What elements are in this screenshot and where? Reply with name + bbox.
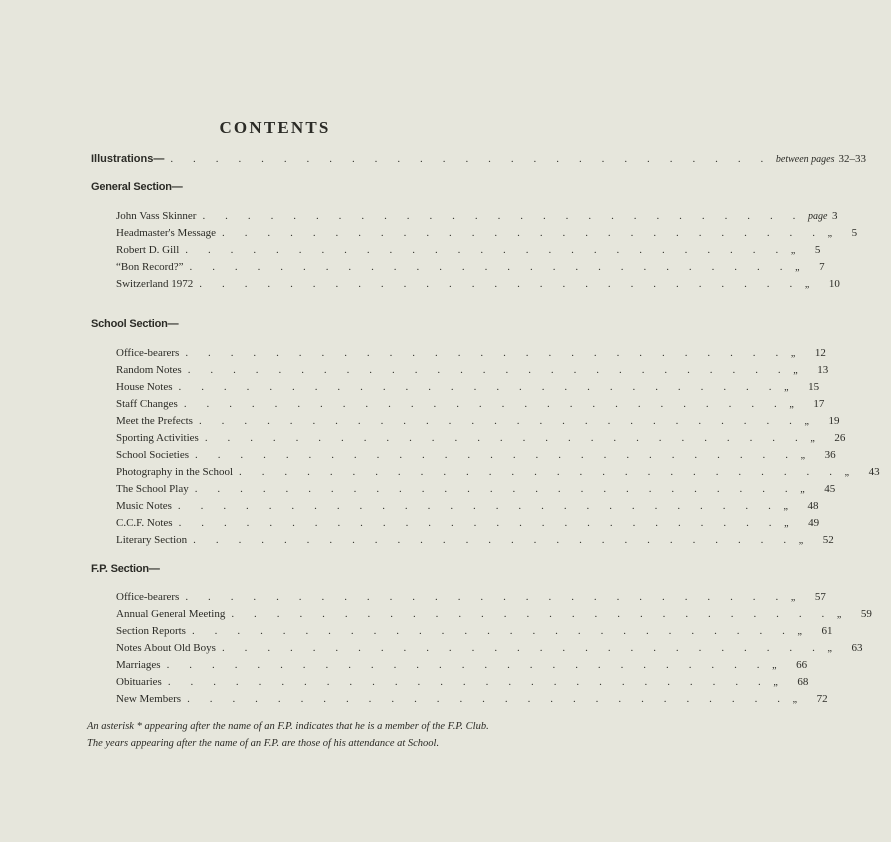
toc-entry-ref: „: [790, 245, 796, 256]
dot-leaders: . . . . . . . . . . . . . . . . . . . . . . . . . . .: [178, 381, 781, 393]
toc-entry-title: Staff Changes: [116, 398, 178, 410]
dot-leaders: . . . . . . . . . . . . . . . . . . . . . . . . . . .: [187, 693, 789, 705]
toc-entry-page: 49: [808, 517, 820, 529]
toc-entry-page: 66: [796, 659, 808, 671]
toc-entry-title: Photography in the School: [116, 466, 234, 478]
section-heading-school: School Section—: [91, 318, 179, 330]
illustrations-row: [91, 153, 866, 165]
toc-entry[interactable]: [116, 591, 826, 603]
toc-entry-ref: „: [783, 501, 788, 512]
toc-entry-title: Section Reports: [116, 625, 186, 637]
dot-leaders: . . . . . . . . . . . . . . . . . . . . . . . . . . .: [178, 517, 781, 529]
dot-leaders: . . . . . . . . . . . . . . . . . . . . . . . . . . .: [239, 466, 841, 478]
toc-entry-page: 48: [807, 500, 819, 512]
toc-entry-ref: „: [804, 279, 810, 290]
toc-entry-ref: „: [827, 228, 833, 239]
toc-entry-ref: „: [827, 643, 832, 654]
toc-entry-page: 17: [813, 398, 825, 410]
dot-leaders: . . . . . . . . . . . . . . . . . . . . . . . . . . .: [231, 608, 833, 620]
dot-leaders: . . . . . . . . . . . . . . . . . . . . . . . . . . .: [187, 364, 790, 376]
toc-entry-ref: „: [795, 262, 800, 273]
toc-entry-ref: „: [798, 535, 804, 546]
toc-entry-title: Office-bearers: [116, 347, 180, 359]
dot-leaders: . . . . . . . . . . . . . . . . . . . . . . . . . . .: [183, 398, 786, 410]
footnote: An asterisk * appearing after the name of an F.P. indicates that he is a member of the F.P. Club. The years appearing after the name of an F.P. are those of his attendance at School.: [87, 721, 489, 749]
toc-entry[interactable]: [116, 364, 829, 376]
toc-entry-page: 57: [814, 591, 826, 603]
toc-entry-title: “Bon Record?”: [116, 261, 184, 273]
toc-entry[interactable]: [116, 693, 828, 705]
dot-leaders: . . . . . . . . . . . . . . . . . . . . . . . . . . .: [170, 153, 772, 165]
dot-leaders: . . . . . . . . . . . . . . . . . . . . . . . . . . .: [185, 347, 787, 359]
toc-entry-title: House Notes: [116, 381, 173, 393]
toc-entry[interactable]: [116, 534, 834, 546]
toc-entry-page: 59: [860, 608, 872, 620]
toc-entry[interactable]: [116, 625, 833, 637]
dot-leaders: . . . . . . . . . . . . . . . . . . . . . . . . . . .: [193, 534, 795, 546]
toc-entry[interactable]: [116, 449, 836, 461]
toc-entry[interactable]: [116, 517, 820, 529]
dot-leaders: . . . . . . . . . . . . . . . . . . . . . . . . . . .: [198, 415, 801, 427]
toc-entry-page: 7: [819, 261, 825, 273]
toc-entry-title: Headmaster's Message: [116, 227, 217, 239]
toc-entry[interactable]: [116, 227, 858, 239]
toc-entry-page: 3: [832, 210, 838, 222]
toc-entry-title: Random Notes: [116, 364, 182, 376]
dot-leaders: . . . . . . . . . . . . . . . . . . . . . . . . . . .: [167, 676, 770, 688]
toc-entry[interactable]: [116, 398, 825, 410]
page-title: CONTENTS: [219, 118, 331, 137]
dot-leaders: . . . . . . . . . . . . . . . . . . . . . . . . . . .: [194, 483, 797, 495]
dot-leaders: . . . . . . . . . . . . . . . . . . . . . . . . . . .: [202, 210, 805, 222]
toc-entry-title: Music Notes: [116, 500, 172, 512]
toc-entry-title: Robert D. Gill: [116, 244, 180, 256]
toc-entry-title: Literary Section: [116, 534, 188, 546]
toc-entry-page: 19: [828, 415, 840, 427]
toc-entry-page: 61: [821, 625, 833, 637]
illustrations-pages: 32–33: [838, 153, 866, 165]
toc-entry-title: Sporting Activities: [116, 432, 199, 444]
section-heading-general: General Section—: [91, 181, 183, 193]
toc-entry-ref: „: [792, 694, 798, 705]
toc-entry[interactable]: [116, 466, 880, 478]
toc-entry-title: Marriages: [116, 659, 161, 671]
toc-entry-ref: „: [772, 660, 777, 671]
toc-entry-ref: „: [784, 518, 789, 529]
toc-entry-ref: „: [773, 677, 778, 688]
toc-entry-ref: „: [810, 433, 815, 444]
dot-leaders: . . . . . . . . . . . . . . . . . . . . . . . . . . .: [189, 261, 792, 273]
toc-entry[interactable]: [116, 676, 809, 688]
toc-entry-ref: „: [800, 450, 806, 461]
dot-leaders: . . . . . . . . . . . . . . . . . . . . . . . . . . .: [204, 432, 807, 444]
toc-entry[interactable]: [116, 347, 826, 359]
toc-entry-page: 68: [797, 676, 809, 688]
toc-entry-page: 10: [828, 278, 840, 290]
toc-entry[interactable]: [116, 483, 836, 495]
toc-entry-ref: „: [804, 416, 809, 427]
toc-entry-page: 26: [834, 432, 846, 444]
toc-entry-ref: „: [836, 609, 842, 620]
toc-entry[interactable]: [116, 642, 863, 654]
toc-entry[interactable]: [116, 500, 819, 512]
dot-leaders: . . . . . . . . . . . . . . . . . . . . . . . . . . .: [166, 659, 769, 671]
toc-entry[interactable]: [116, 659, 808, 671]
toc-entry[interactable]: [116, 432, 846, 444]
dot-leaders: . . . . . . . . . . . . . . . . . . . . . . . . . . .: [199, 278, 801, 290]
dot-leaders: . . . . . . . . . . . . . . . . . . . . . . . . . . .: [185, 244, 787, 256]
toc-entry-page: 72: [816, 693, 828, 705]
toc-entry-page: 15: [808, 381, 820, 393]
dot-leaders: . . . . . . . . . . . . . . . . . . . . . . . . . . .: [185, 591, 787, 603]
toc-entry-title: Switzerland 1972: [116, 278, 194, 290]
toc-entry-ref: „: [844, 467, 850, 478]
toc-entry-page: 45: [824, 483, 836, 495]
toc-entry-page: 52: [822, 534, 834, 546]
toc-entry-title: Meet the Prefects: [116, 415, 193, 427]
toc-entry-page: 5: [851, 227, 858, 239]
toc-entry-ref: „: [797, 626, 802, 637]
toc-entry-title: Obituaries: [116, 676, 162, 688]
toc-entry-page: 36: [824, 449, 836, 461]
toc-entry-page: 13: [817, 364, 829, 376]
illustrations-label: Illustrations—: [91, 153, 165, 165]
toc-entry-title: New Members: [116, 693, 182, 705]
toc-entry-ref: „: [790, 348, 796, 359]
dot-leaders: . . . . . . . . . . . . . . . . . . . . . . . . . . .: [221, 642, 824, 654]
toc-entry[interactable]: [116, 261, 825, 273]
toc-entry-title: C.C.F. Notes: [116, 517, 173, 529]
toc-entry[interactable]: [116, 278, 840, 290]
toc-entry-title: Annual General Meeting: [116, 608, 226, 620]
toc-entry[interactable]: [116, 210, 838, 222]
toc-entry-ref: „: [793, 365, 798, 376]
toc-entry-title: School Societies: [116, 449, 190, 461]
toc-entry-title: The School Play: [116, 483, 189, 495]
toc-entry-ref: page: [808, 211, 828, 222]
dot-leaders: . . . . . . . . . . . . . . . . . . . . . . . . . . .: [191, 625, 794, 637]
toc-entry-page: 5: [814, 244, 821, 256]
toc-entry-title: John Vass Skinner: [116, 210, 197, 222]
toc-entry-page: 63: [851, 642, 863, 654]
toc-entry-ref: „: [784, 382, 789, 393]
dot-leaders: . . . . . . . . . . . . . . . . . . . . . . . . . . .: [195, 449, 797, 461]
toc-entry-ref: „: [800, 484, 805, 495]
toc-entry[interactable]: [116, 381, 820, 393]
toc-entry-page: 12: [814, 347, 826, 359]
toc-entry-ref: „: [790, 592, 796, 603]
section-heading-fp: F.P. Section—: [91, 563, 160, 575]
illustrations-ref: between pages: [775, 154, 835, 165]
toc-entry[interactable]: [116, 415, 840, 427]
toc-entry-title: Office-bearers: [116, 591, 180, 603]
toc-entry[interactable]: [116, 244, 821, 256]
toc-entry[interactable]: [116, 608, 872, 620]
dot-leaders: . . . . . . . . . . . . . . . . . . . . . . . . . . .: [177, 500, 780, 512]
dot-leaders: . . . . . . . . . . . . . . . . . . . . . . . . . . .: [222, 227, 824, 239]
toc-entry-page: 43: [868, 466, 880, 478]
toc-entry-title: Notes About Old Boys: [116, 642, 216, 654]
toc-entry-ref: „: [789, 399, 794, 410]
